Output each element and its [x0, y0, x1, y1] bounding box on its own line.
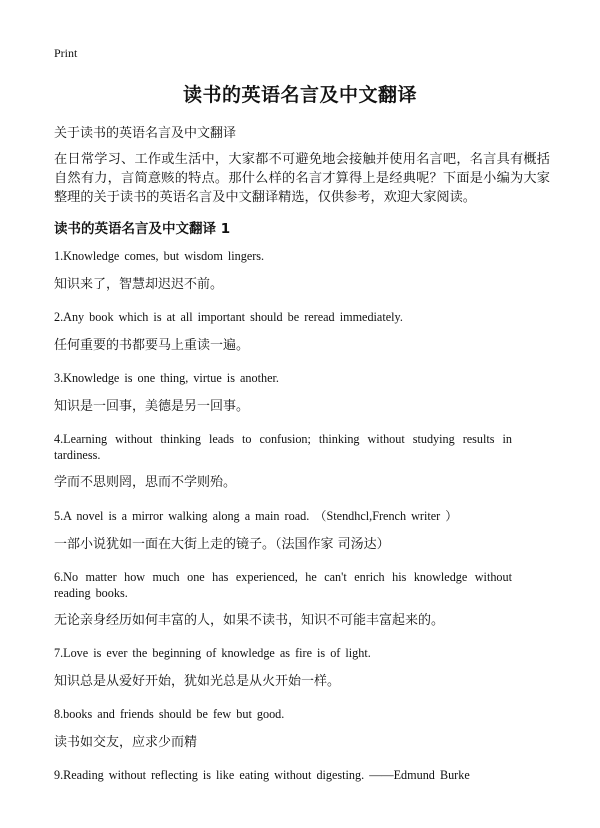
quote-english: 8.books and friends should be few but good. — [54, 707, 285, 721]
quote-english: 2.Any book which is at all important should be reread immediately. — [54, 310, 403, 324]
print-label: Print — [54, 46, 78, 60]
intro-paragraph: 在日常学习、工作或生活中，大家都不可避免地会接触并使用名言吧，名言具有概括自然有力，言简意赅的特点。那什么样的名言才算得上是经典呢？下面是小编为大家整理的关于读书的英语名言及中文翻译精选，仅供参考，欢迎大家阅读。 — [54, 152, 550, 205]
quote-english: 5.A novel is a mirror walking along a main road. （Stendhcl,French writer ） — [54, 509, 458, 523]
section-heading: 读书的英语名言及中文翻译 1 — [54, 221, 231, 237]
quote-chinese: 知识总是从爱好开始，犹如光总是从火开始一样。 — [54, 674, 341, 689]
quote-english: 3.Knowledge is one thing, virtue is another. — [54, 371, 279, 385]
quote-english: 7.Love is ever the beginning of knowledge as fire is of light. — [54, 646, 371, 660]
quote-chinese: 一部小说犹如一面在大街上走的镜子。（法国作家 司汤达） — [54, 537, 390, 552]
page-title: 读书的英语名言及中文翻译 — [182, 84, 417, 106]
quote-chinese: 学而不思则罔，思而不学则殆。 — [54, 475, 237, 490]
subtitle: 关于读书的英语名言及中文翻译 — [54, 126, 237, 141]
quote-chinese: 无论亲身经历如何丰富的人，如果不读书，知识不可能丰富起来的。 — [54, 613, 445, 628]
quote-chinese: 知识来了，智慧却迟迟不前。 — [54, 277, 224, 292]
quote-english: 9.Reading without reflecting is like eating without digesting. ——Edmund Burke — [54, 768, 470, 782]
quote-english: 4.Learning without thinking leads to confusion; thinking without studying results in tardiness. — [54, 432, 512, 462]
quote-chinese: 任何重要的书都要马上重读一遍。 — [54, 338, 250, 353]
quote-english: 1.Knowledge comes, but wisdom lingers. — [54, 249, 265, 263]
quote-chinese: 知识是一回事，美德是另一回事。 — [54, 399, 250, 414]
quote-chinese: 读书如交友，应求少而精 — [54, 735, 198, 750]
quote-english: 6.No matter how much one has experienced, he can't enrich his knowledge without reading books. — [54, 570, 512, 600]
